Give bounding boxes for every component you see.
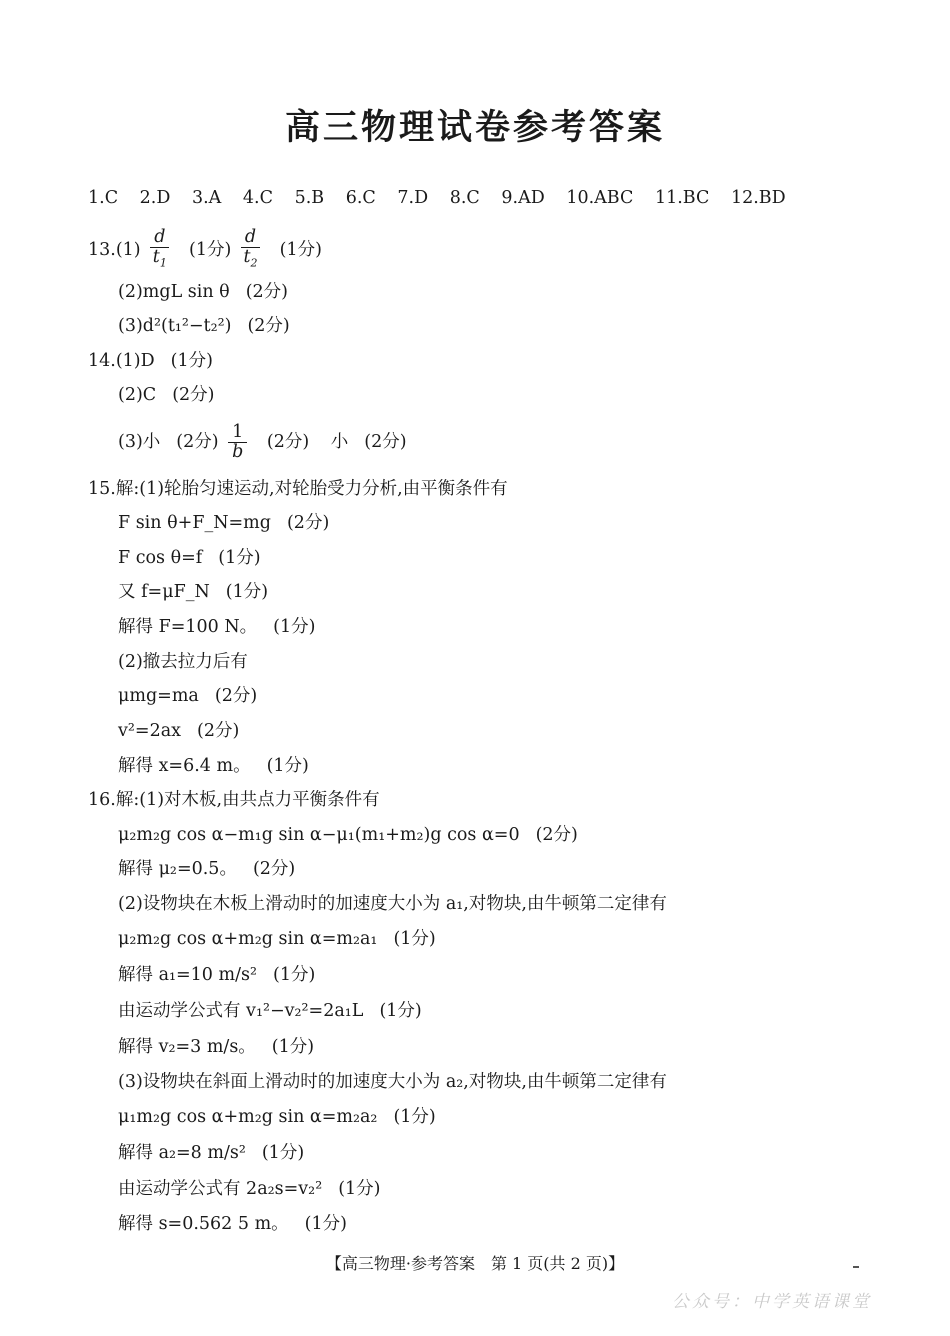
q15-line [118,616,315,638]
part-label: (1) [115,239,141,260]
q16-line [118,858,295,880]
q15-line [118,651,248,673]
q16-line [118,964,315,986]
q16-line [118,1213,347,1235]
fraction [241,228,260,273]
equation: F cos θ=f [118,548,203,568]
q16-intro [88,789,380,811]
mc-answer: 9.AD [501,188,545,208]
q13-part1 [88,228,322,273]
mc-answer: 1.C [88,188,119,208]
score: (2分) [172,385,215,405]
question-number: 16. [88,790,116,810]
equation: 解得 F=100 N。 [118,617,258,637]
fraction-denominator [241,248,260,273]
score: (2分) [286,513,330,533]
score: (1分) [338,1179,381,1199]
score: (2分) [266,432,310,452]
q15-line [118,720,239,742]
fraction-numerator: d [150,228,169,248]
question-number: 15. [88,479,116,499]
answer-text: (2)撤去拉力后有 [118,652,248,672]
score: (2分) [252,859,296,879]
answer-text: 解:(1)对木板,由共点力平衡条件有 [115,790,380,810]
q16-line [118,824,578,846]
q16-line [118,1000,422,1022]
mc-answer: 3.A [191,188,222,208]
equation: μ₁m₂g cos α+m₂g sin α=m₂a₂ [118,1107,378,1127]
watermark: 公众号：中学英语课堂 [672,1292,872,1312]
q16-line [118,928,436,950]
equation: 解得 a₁=10 m/s² [118,965,257,985]
score: (1分) [266,756,309,776]
score: (1分) [273,965,316,985]
multiple-choice-answers [88,187,802,209]
q15-line [118,685,257,707]
score: (2分) [364,432,407,452]
equation: 解得 a₂=8 m/s² [118,1143,246,1163]
fraction-denominator: b [232,442,244,462]
den-sub: 2 [250,256,258,270]
score: (1分) [225,582,269,602]
q16-line [118,1178,381,1200]
mc-answer: 12.BD [730,188,786,208]
mc-answer: 6.C [345,188,376,208]
answer-text: (3)设物块在斜面上滑动时的加速度大小为 a₂,对物块,由牛顿第二定律有 [118,1072,667,1092]
question-number: 13. [88,239,116,260]
answer-text: (1)D [115,351,155,371]
answer-text: (2)设物块在木板上滑动时的加速度大小为 a₁,对物块,由牛顿第二定律有 [118,894,667,914]
mc-answer: 11.BC [654,188,710,208]
den-sub: 1 [159,256,167,270]
q13-part2 [118,281,288,303]
score: (1分) [379,1001,422,1021]
q14-part3 [118,423,407,462]
q13-part3 [118,315,290,337]
score: (1分) [393,929,436,949]
score: (2分) [535,825,578,845]
answer-text: (2)mgL sin θ [118,282,230,302]
equation: 解得 s=0.562 5 m。 [118,1214,289,1234]
score: (2分) [247,316,290,336]
q14-part2 [118,384,214,406]
q15-line [118,581,268,603]
page-mark [853,1266,859,1268]
equation: 解得 μ₂=0.5。 [118,859,237,879]
equation: 解得 x=6.4 m。 [118,756,251,776]
equation: μmg=ma [118,686,199,706]
mc-answer: 10.ABC [566,188,634,208]
score: (1分) [279,239,322,260]
page-footer: 【高三物理·参考答案 第 1 页(共 2 页)】 [325,1254,625,1273]
q16-line [118,1071,667,1093]
score: (2分) [197,721,240,741]
equation: v²=2ax [118,721,182,741]
q14-part1 [88,350,213,372]
score: (1分) [261,1143,305,1163]
score: (1分) [189,239,232,260]
den-var: t [152,247,160,267]
fraction [228,423,247,462]
score: (2分) [245,282,289,302]
equation: F sin θ+F_N=mg [118,513,271,533]
score: (1分) [170,351,213,371]
mc-answer: 7.D [397,188,429,208]
equation: 由运动学公式有 v₁²−v₂²=2a₁L [118,1001,364,1021]
equation: 由运动学公式有 2a₂s=v₂² [118,1179,323,1199]
fraction-denominator [150,248,169,273]
answer-text: (3)d²(t₁²−t₂²) [118,316,232,336]
equation: μ₂m₂g cos α−m₁g sin α−μ₁(m₁+m₂)g cos α=0 [118,825,520,845]
q15-intro [88,478,508,500]
q15-line [118,512,329,534]
q15-line [118,547,261,569]
q16-line [118,1036,314,1058]
q16-line [118,1142,304,1164]
score: (1分) [393,1107,436,1127]
fraction-numerator: d [241,228,260,248]
answer-text: (3)小 [118,432,161,452]
score: (1分) [304,1214,347,1234]
score: (2分) [214,686,258,706]
page-title: 高三物理试卷参考答案 [284,108,665,148]
q15-line [118,755,309,777]
mc-answer: 2.D [139,188,171,208]
score: (1分) [273,617,316,637]
equation: 解得 v₂=3 m/s。 [118,1037,256,1057]
question-number: 14. [88,351,116,371]
fraction [150,228,169,273]
score: (1分) [218,548,261,568]
den-var: t [243,247,251,267]
mc-answer: 8.C [449,188,480,208]
score: (2分) [176,432,219,452]
score: (1分) [271,1037,315,1057]
fraction-numerator: 1 [228,423,247,443]
answer-text: (2)C [118,385,157,405]
mc-answer: 4.C [242,188,273,208]
mc-answer: 5.B [294,188,325,208]
q16-line [118,1106,436,1128]
equation: μ₂m₂g cos α+m₂g sin α=m₂a₁ [118,929,378,949]
equation: 又 f=μF_N [118,582,210,602]
q16-line [118,893,667,915]
answer-text: 小 [330,432,349,452]
answer-text: 解:(1)轮胎匀速运动,对轮胎受力分析,由平衡条件有 [115,479,508,499]
